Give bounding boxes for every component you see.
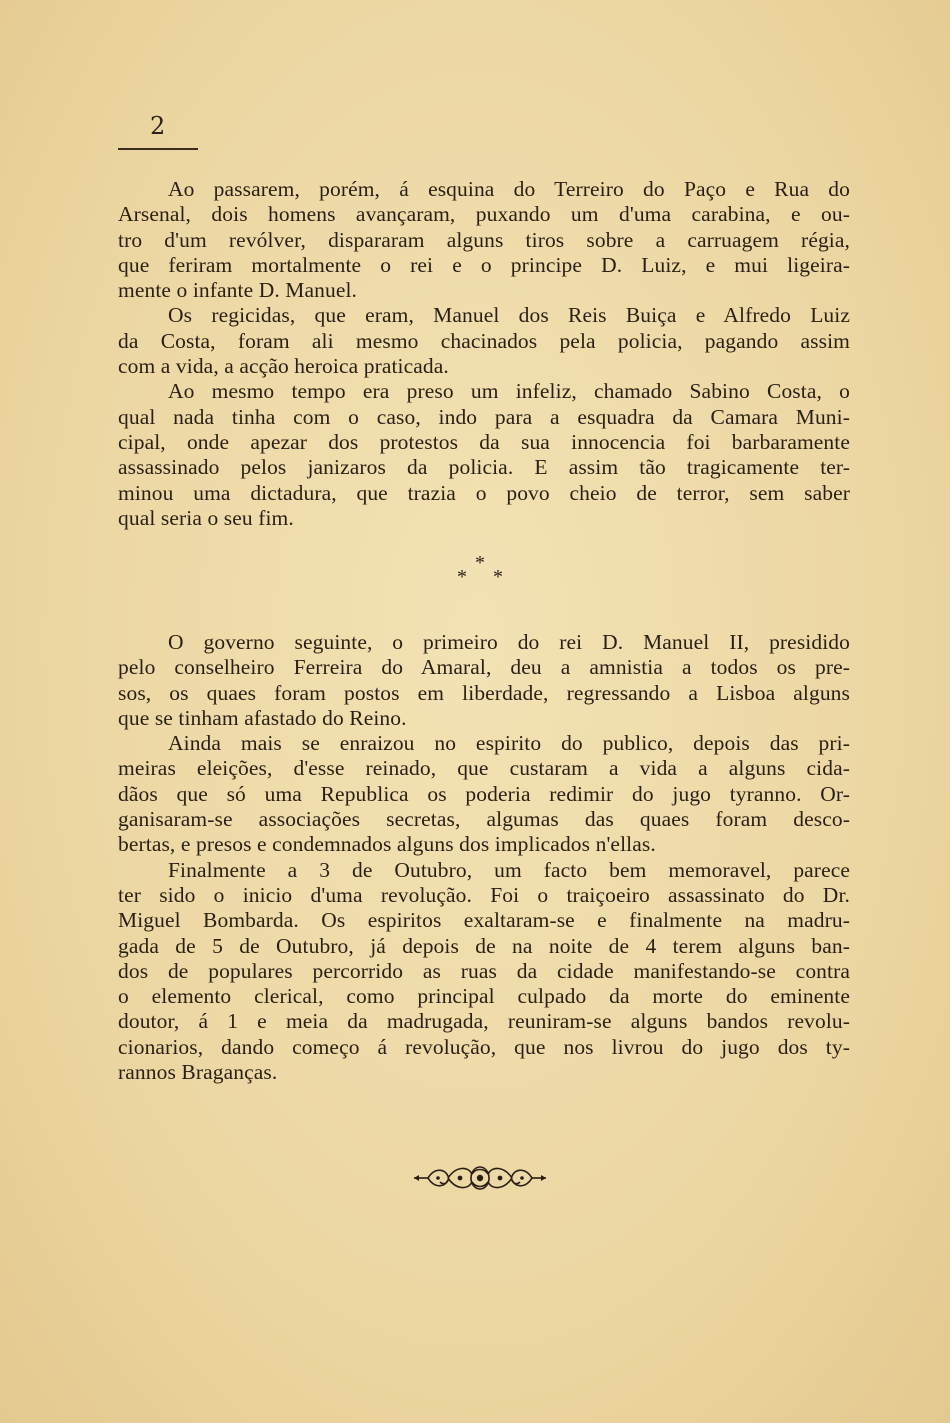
text-line: dãos que só uma Republica os poderia redimir do jugo tyranno. Or- bbox=[118, 781, 850, 806]
text-line: assassinado pelos janizaros da policia. E assim tão tragicamente ter- bbox=[118, 455, 850, 480]
asterisk: * bbox=[457, 566, 467, 588]
page-number-rule bbox=[118, 148, 198, 150]
section-revolution bbox=[118, 630, 850, 1085]
text-line: cipal, onde apezar dos protestos da sua innocencia foi barbaramente bbox=[118, 429, 850, 454]
text-line: ter sido o inicio d'uma revolução. Foi o traiçoeiro assassinato do Dr. bbox=[118, 882, 850, 907]
section-regicide bbox=[118, 177, 850, 531]
text-line: com a vida, a acção heroica praticada. bbox=[118, 354, 449, 379]
text-line: Finalmente a 3 de Outubro, um facto bem memoravel, parece bbox=[168, 857, 850, 882]
text-line: rannos Braganças. bbox=[118, 1060, 278, 1085]
section-break-asterism bbox=[447, 552, 517, 592]
text-line: o elemento clerical, como principal culpado da morte do eminente bbox=[118, 984, 850, 1009]
text-line: que feriram mortalmente o rei e o principe D. Luiz, e mui ligeira- bbox=[118, 252, 850, 277]
text-line: mente o infante D. Manuel. bbox=[118, 278, 358, 303]
text-line: ganisaram-se associações secretas, algumas das quaes foram desco- bbox=[118, 807, 850, 832]
text-line: sos, os quaes foram postos em liberdade, regressando a Lisboa alguns bbox=[118, 680, 850, 705]
asterisk: * bbox=[493, 566, 503, 588]
text-line: O governo seguinte, o primeiro do rei D. Manuel II, presidido bbox=[168, 630, 850, 654]
text-line: Ao mesmo tempo era preso um infeliz, chamado Sabino Costa, o bbox=[168, 379, 850, 404]
text-line: cionarios, dando começo á revolução, que nos livrou do jugo dos ty- bbox=[118, 1034, 850, 1059]
text-line: Ainda mais se enraizou no espirito do publico, depois das pri- bbox=[168, 731, 850, 756]
text-line: tro d'um revólver, dispararam alguns tiros sobre a carruagem régia, bbox=[118, 227, 850, 252]
page-number: 2 bbox=[150, 112, 166, 140]
text-line: minou uma dictadura, que trazia o povo cheio de terror, sem saber bbox=[118, 480, 850, 505]
text-line: gada de 5 de Outubro, já depois de na noite de 4 terem alguns ban- bbox=[118, 933, 850, 958]
ornament-divider-icon bbox=[410, 1158, 550, 1198]
text-line: doutor, á 1 e meia da madrugada, reuniram-se alguns bandos revolu- bbox=[118, 1009, 850, 1034]
asterisk: * bbox=[475, 552, 485, 574]
text-line: Arsenal, dois homens avançaram, puxando um d'uma carabina, e ou- bbox=[118, 202, 850, 227]
text-line: qual nada tinha com o caso, indo para a esquadra da Camara Muni- bbox=[118, 404, 850, 429]
text-line: dos de populares percorrido as ruas da cidade manifestando-se contra bbox=[118, 958, 850, 983]
text-line: Miguel Bombarda. Os espiritos exaltaram-se e finalmente na madru- bbox=[118, 908, 850, 933]
text-line: meiras eleições, d'esse reinado, que custaram a vida a alguns cida- bbox=[118, 756, 850, 781]
text-line: Os regicidas, que eram, Manuel dos Reis Buiça e Alfredo Luiz bbox=[168, 303, 850, 328]
text-line: Ao passarem, porém, á esquina do Terreiro do Paço e Rua do bbox=[168, 177, 850, 201]
text-line: qual seria o seu fim. bbox=[118, 505, 294, 530]
text-line: bertas, e presos e condemnados alguns dos implicados n'ellas. bbox=[118, 832, 656, 857]
text-line: da Costa, foram ali mesmo chacinados pela policia, pagando assim bbox=[118, 328, 850, 353]
text-line: pelo conselheiro Ferreira do Amaral, deu a amnistia a todos os pre- bbox=[118, 655, 850, 680]
text-line: que se tinham afastado do Reino. bbox=[118, 705, 407, 730]
